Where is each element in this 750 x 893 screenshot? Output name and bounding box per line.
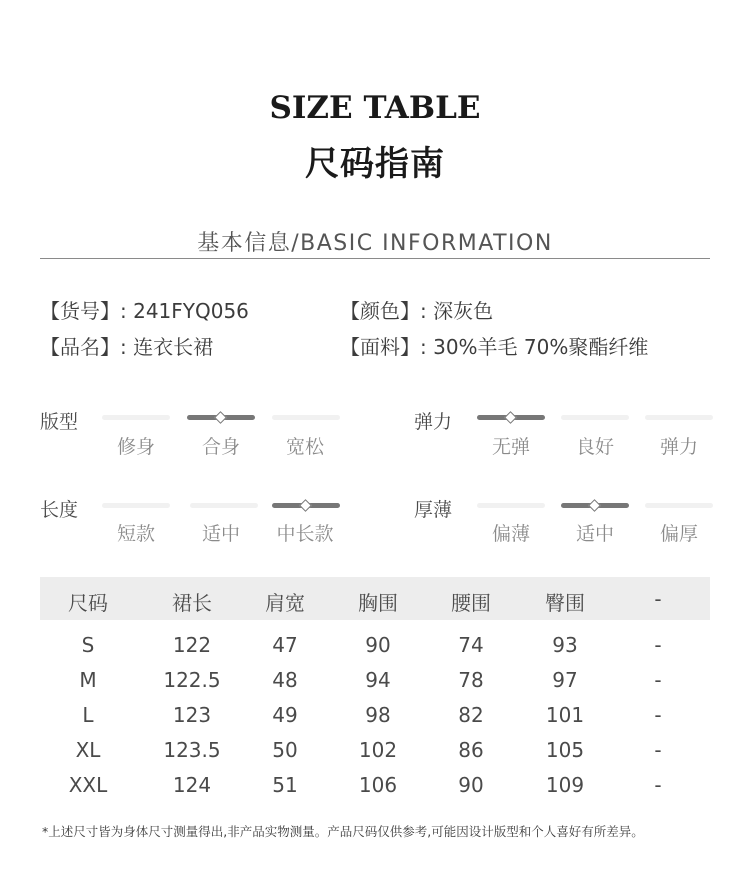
fit-track-3 (272, 415, 340, 420)
fit-track-1 (102, 415, 170, 420)
fit-label: 版型 (40, 411, 79, 433)
cell-bust: 90 (365, 633, 391, 657)
thickness-track-1 (477, 503, 545, 508)
length-option-3: 中长款 (276, 523, 334, 545)
col-header-waist: 腰围 (451, 591, 491, 615)
title-cn: 尺码指南 (305, 144, 445, 184)
cell-shoulder: 49 (272, 703, 298, 727)
title-en: SIZE TABLE (269, 90, 481, 126)
stretch-option-1: 无弹 (491, 436, 530, 458)
table-header-row (40, 577, 710, 620)
table-row (40, 769, 710, 804)
col-header-shoulder: 肩宽 (265, 591, 305, 615)
color-info: 【颜色】: 深灰色 (340, 299, 494, 323)
cell-hip: 101 (545, 703, 585, 727)
cell-extra: - (654, 633, 662, 657)
product-name: 【品名】: 连衣长裙 (40, 335, 214, 359)
cell-bust: 94 (365, 668, 391, 692)
length-label: 长度 (40, 499, 79, 521)
cell-extra: - (654, 668, 662, 692)
cell-length: 123 (172, 703, 212, 727)
cell-shoulder: 51 (272, 773, 298, 797)
length-track-1 (102, 503, 170, 508)
table-row (40, 734, 710, 769)
stretch-track-2 (561, 415, 629, 420)
cell-waist: 90 (458, 773, 484, 797)
cell-hip: 97 (552, 668, 578, 692)
selected-marker-icon (588, 499, 601, 512)
col-header-length: 裙长 (172, 591, 212, 615)
stretch-option-3: 弹力 (659, 436, 698, 458)
cell-extra: - (654, 703, 662, 727)
table-row (40, 664, 710, 699)
fit-option-3: 宽松 (285, 436, 324, 458)
table-row (40, 699, 710, 734)
item-no: 【货号】: 241FYQ056 (40, 299, 249, 323)
thickness-option-1: 偏薄 (491, 523, 530, 545)
cell-hip: 109 (545, 773, 585, 797)
cell-waist: 78 (458, 668, 484, 692)
section-divider (40, 258, 710, 259)
cell-length: 123.5 (163, 738, 221, 762)
cell-length: 122 (172, 633, 212, 657)
cell-bust: 98 (365, 703, 391, 727)
fit-track-2-selected (187, 415, 255, 420)
thickness-label: 厚薄 (414, 499, 453, 521)
cell-waist: 86 (458, 738, 484, 762)
thickness-track-2-selected (561, 503, 629, 508)
thickness-option-3: 偏厚 (659, 523, 698, 545)
fabric-info: 【面料】: 30%羊毛 70%聚酯纤维 (340, 335, 649, 359)
selected-marker-icon (214, 411, 227, 424)
cell-size: M (79, 668, 97, 692)
cell-shoulder: 50 (272, 738, 298, 762)
stretch-track-1-selected (477, 415, 545, 420)
cell-shoulder: 47 (272, 633, 298, 657)
footnote: *上述尺寸皆为身体尺寸测量得出,非产品实物测量。产品尺码仅供参考,可能因设计版型和个人喜好有所差异。 (42, 824, 644, 839)
stretch-option-2: 良好 (575, 436, 614, 458)
cell-length: 124 (172, 773, 212, 797)
length-option-2: 适中 (201, 523, 240, 545)
cell-hip: 93 (552, 633, 578, 657)
cell-size: XXL (68, 773, 108, 797)
stretch-label: 弹力 (414, 411, 453, 433)
fit-option-2: 合身 (201, 436, 240, 458)
basic-info-heading: 基本信息/BASIC INFORMATION (197, 231, 553, 256)
length-track-2 (190, 503, 258, 508)
col-header-extra: - (654, 587, 662, 611)
cell-shoulder: 48 (272, 668, 298, 692)
cell-length: 122.5 (163, 668, 221, 692)
col-header-bust: 胸围 (358, 591, 398, 615)
selected-marker-icon (504, 411, 517, 424)
stretch-track-3 (645, 415, 713, 420)
cell-waist: 82 (458, 703, 484, 727)
thickness-option-2: 适中 (575, 523, 614, 545)
col-header-hip: 臀围 (545, 591, 585, 615)
cell-bust: 106 (358, 773, 398, 797)
cell-extra: - (654, 773, 662, 797)
col-header-size: 尺码 (68, 591, 108, 615)
cell-size: S (81, 633, 95, 657)
length-track-3-selected (272, 503, 340, 508)
cell-size: XL (75, 738, 101, 762)
cell-waist: 74 (458, 633, 484, 657)
thickness-track-3 (645, 503, 713, 508)
cell-hip: 105 (545, 738, 585, 762)
selected-marker-icon (299, 499, 312, 512)
cell-size: L (82, 703, 94, 727)
cell-bust: 102 (358, 738, 398, 762)
cell-extra: - (654, 738, 662, 762)
table-row (40, 629, 710, 664)
length-option-1: 短款 (116, 523, 155, 545)
fit-option-1: 修身 (116, 436, 155, 458)
size-table (40, 577, 710, 797)
